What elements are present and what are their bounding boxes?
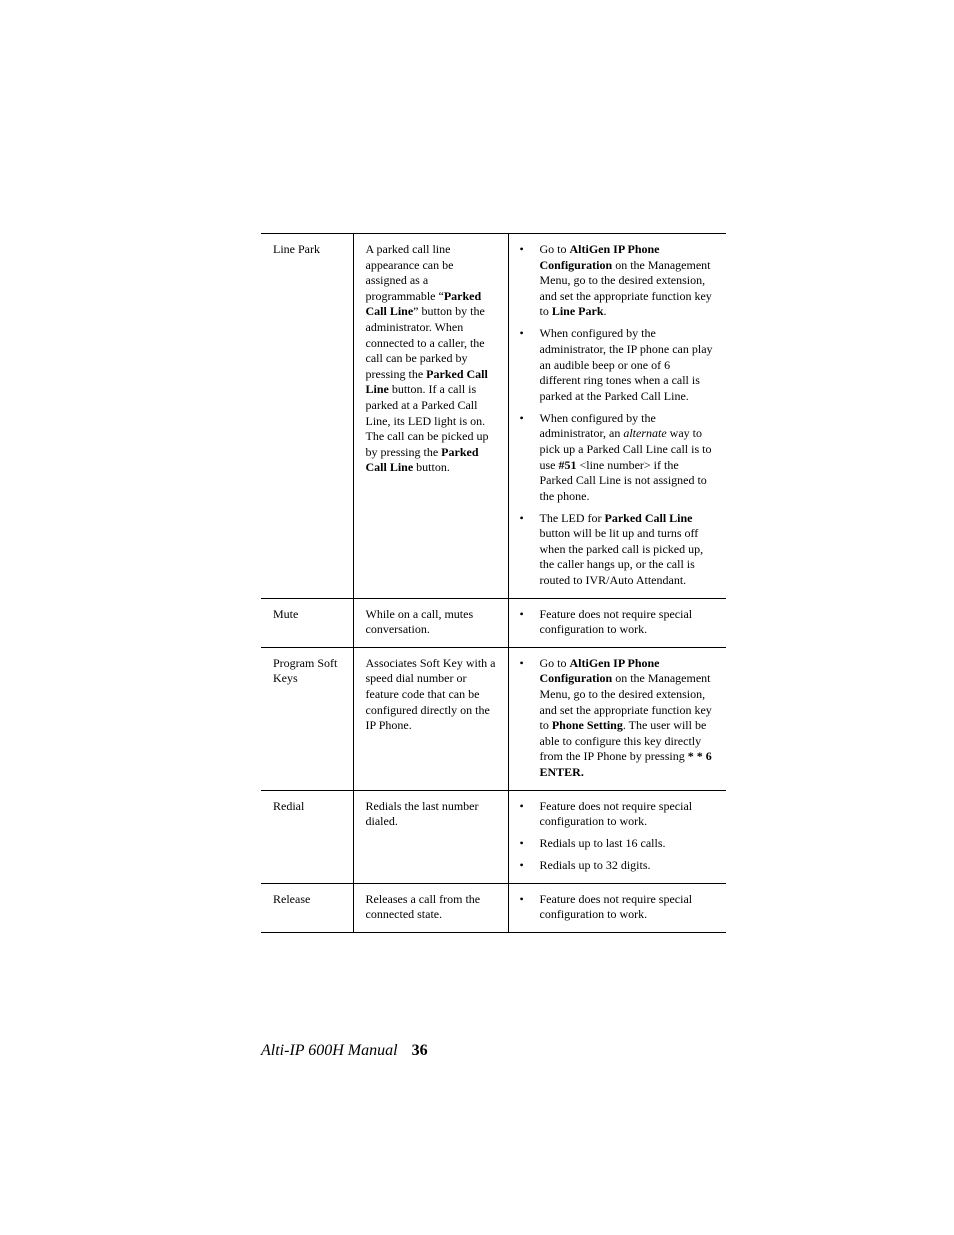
bold-text: Line Park xyxy=(551,304,604,319)
bold-text: Parked Call Line xyxy=(365,444,479,475)
bold-text: Parked Call Line xyxy=(604,510,693,525)
configuration-bullet: • Go to AltiGen IP Phone Configuration on the Management Menu, go to the desired extension, and set the appropriate function key to Line Park. xyxy=(519,242,715,320)
feature-description-cell: A parked call line appearance can be assigned as a programmable “Parked Call Line” button by the administrator. When connected to a caller, the call can be parked by pressing the Parked Call Line button. If a call is parked at a Parked Call Line, its LED light is on. The call can be picked up by pressing the Parked Call Line button. xyxy=(353,234,508,599)
feature-name-cell: Program Soft Keys xyxy=(261,647,353,790)
configuration-cell xyxy=(508,883,726,932)
feature-description-cell: Associates Soft Key with a speed dial number or feature code that can be configured directly on the IP Phone. xyxy=(353,647,508,790)
manual-title: Alti-IP 600H Manual xyxy=(261,1042,398,1059)
italic-text: alternate xyxy=(623,426,667,441)
configuration-bullet: • Redials up to 32 digits. xyxy=(519,858,715,874)
configuration-list xyxy=(519,242,715,589)
feature-name-cell: Redial xyxy=(261,790,353,883)
configuration-bullet: • Feature does not require special configuration to work. xyxy=(519,892,715,923)
configuration-list xyxy=(519,892,715,923)
page-footer xyxy=(261,1041,428,1061)
bold-text: #51 xyxy=(558,457,577,472)
bold-text: AltiGen IP Phone Configuration xyxy=(539,242,660,272)
bold-text: * * 6 ENTER. xyxy=(539,749,712,779)
feature-description-cell: Redials the last number dialed. xyxy=(353,790,508,883)
feature-description-cell: Releases a call from the connected state. xyxy=(353,883,508,932)
configuration-bullet: • Feature does not require special configuration to work. xyxy=(519,799,715,830)
configuration-cell xyxy=(508,790,726,883)
page-number: 36 xyxy=(411,1042,428,1059)
configuration-list xyxy=(519,799,715,874)
bold-text: AltiGen IP Phone Configuration xyxy=(539,655,660,686)
bold-text: Parked Call Line xyxy=(365,288,482,319)
configuration-list xyxy=(519,607,715,638)
configuration-cell xyxy=(508,647,726,790)
feature-name-cell: Mute xyxy=(261,598,353,647)
configuration-cell xyxy=(508,234,726,599)
table-row xyxy=(261,598,726,647)
table-row xyxy=(261,883,726,932)
feature-table xyxy=(261,233,726,933)
configuration-list xyxy=(519,656,715,781)
feature-name-cell: Release xyxy=(261,883,353,932)
feature-name-cell: Line Park xyxy=(261,234,353,599)
bold-text: Phone Setting xyxy=(551,718,623,733)
configuration-bullet: • Feature does not require special configuration to work. xyxy=(519,607,715,638)
configuration-bullet: • When configured by the administrator, the IP phone can play an audible beep or one of 6 different ring tones when a call is parked at the Parked Call Line. xyxy=(519,326,715,404)
configuration-bullet: • The LED for Parked Call Line button will be lit up and turns off when the parked call is picked up, the caller hangs up, or the call is routed to IVR/Auto Attendant. xyxy=(519,511,715,589)
configuration-bullet: • Redials up to last 16 calls. xyxy=(519,836,715,852)
configuration-cell xyxy=(508,598,726,647)
table-row xyxy=(261,647,726,790)
table-row xyxy=(261,790,726,883)
feature-description-cell: While on a call, mutes conversation. xyxy=(353,598,508,647)
bold-text: Parked Call Line xyxy=(365,366,488,397)
configuration-bullet: • Go to AltiGen IP Phone Configuration on the Management Menu, go to the desired extension, and set the appropriate function key to Phone Setting. The user will be able to configure this key directly from the IP Phone by pressing * * 6 ENTER. xyxy=(519,656,715,781)
configuration-bullet: • When configured by the administrator, an alternate way to pick up a Parked Call Line call is to use #51 <line number> if the Parked Call Line is not assigned to the phone. xyxy=(519,411,715,505)
table-row xyxy=(261,234,726,599)
